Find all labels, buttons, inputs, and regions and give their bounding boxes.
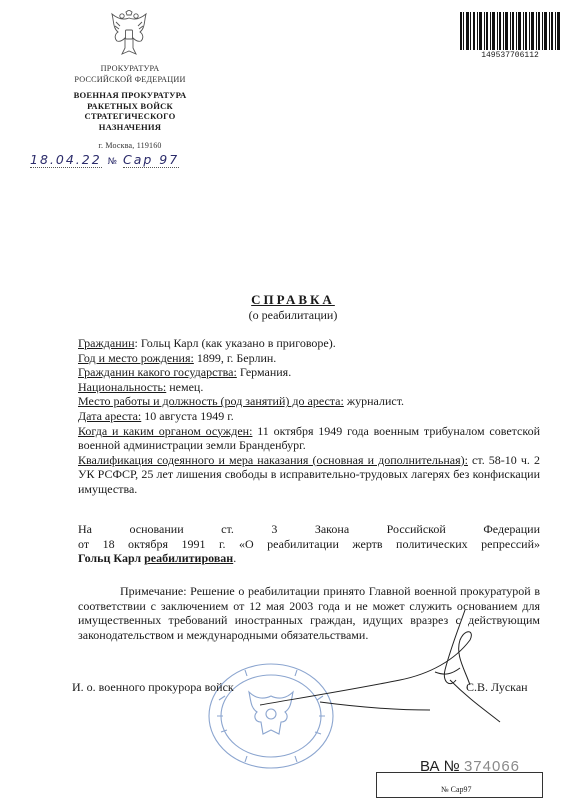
field-state (78, 365, 540, 380)
signatory-position: И. о. военного прокурора войск (72, 680, 234, 694)
field-qualification (78, 453, 540, 497)
person-name: Гольц Карл (78, 551, 142, 566)
field-value: : Гольц Карл (как указано в приговоре). (134, 336, 336, 350)
basis-line: На основании ст. 3 Закона Российской Федерации (78, 522, 540, 536)
org-header (50, 64, 210, 85)
field-label: Дата ареста: (78, 408, 142, 423)
verdict: реабилитирован (144, 551, 234, 566)
field-occupation (78, 394, 540, 409)
field-nationality (78, 380, 540, 395)
field-label: Место работы и должность (род занятий) до ареста: (78, 394, 344, 409)
form-series: ВА № (420, 758, 460, 775)
field-value: ст. 58-10 ч. 2 УК РСФСР, 25 лет лишения свободы в исправительно-трудовых лагерях без конфискации имущества. (78, 452, 540, 496)
signatory-name: С.В. Лускан (466, 680, 528, 694)
note-paragraph: Примечание: Решение о реабилитации принято Главной военной прокуратурой в соответствии с заключением от 12 мая 2003 года и не может служить основанием для имущественных требований иностранных граждан, идущих вразрез с действующим законодательством и международными обязательствами. (78, 584, 540, 642)
dept-line: НАЗНАЧЕНИЯ (98, 121, 162, 132)
number-prefix: № (107, 157, 118, 167)
field-label: Гражданин какого государства: (78, 365, 237, 380)
field-label: Национальность: (78, 379, 167, 394)
handwritten-number: Сар 97 (123, 152, 180, 167)
field-value: 1899, г. Берлин. (193, 350, 277, 365)
document-title: СПРАВКА (251, 292, 335, 307)
org-line: РОССИЙСКОЙ ФЕДЕРАЦИИ (74, 74, 186, 84)
registration-box (376, 772, 543, 798)
dept-line: РАКЕТНЫХ ВОЙСК (87, 100, 173, 111)
document-subtitle: (о реабилитации) (248, 308, 338, 322)
coat-of-arms-icon (106, 10, 152, 60)
handwritten-date: 18.04.22 (30, 152, 102, 167)
fields-block (78, 336, 540, 497)
field-arrest-date (78, 409, 540, 424)
barcode-number: 149537706112 (481, 51, 539, 60)
field-value: 11 октября 1949 года военным трибуналом советской военной администрации земли Бранденбург. (78, 423, 540, 453)
box-number: № Сар97 (441, 785, 472, 794)
field-value: немец. (166, 379, 204, 394)
barcode-icon (460, 12, 560, 50)
field-value: 10 августа 1949 г. (141, 408, 234, 423)
basis-end: . (233, 551, 237, 566)
form-serial: 374066 (463, 758, 521, 775)
org-line: ПРОКУРАТУРА (100, 64, 160, 73)
field-value: журналист. (343, 394, 405, 409)
field-birth (78, 351, 540, 366)
dept-line: ВОЕННАЯ ПРОКУРАТУРА (73, 90, 187, 100)
basis-verdict (78, 551, 540, 566)
address: г. Москва, 119160 (98, 141, 162, 150)
department-header (50, 90, 210, 132)
field-label: Когда и каким органом осужден: (78, 423, 253, 438)
signature-scribble-icon (260, 610, 510, 725)
field-label: Гражданин (78, 336, 135, 350)
field-citizen (78, 336, 540, 351)
field-convicted (78, 424, 540, 453)
dept-line: СТРАТЕГИЧЕСКОГО (84, 111, 176, 121)
field-value: Германия. (236, 365, 292, 380)
field-label: Год и место рождения: (78, 350, 194, 365)
basis-paragraph (78, 522, 540, 566)
field-label: Квалификация содеянного и мера наказания (основная и дополнительная): (78, 452, 468, 467)
basis-line: от 18 октября 1991 г. «О реабилитации жертв политических репрессий» (78, 536, 540, 551)
handwritten-date-number (30, 152, 179, 168)
